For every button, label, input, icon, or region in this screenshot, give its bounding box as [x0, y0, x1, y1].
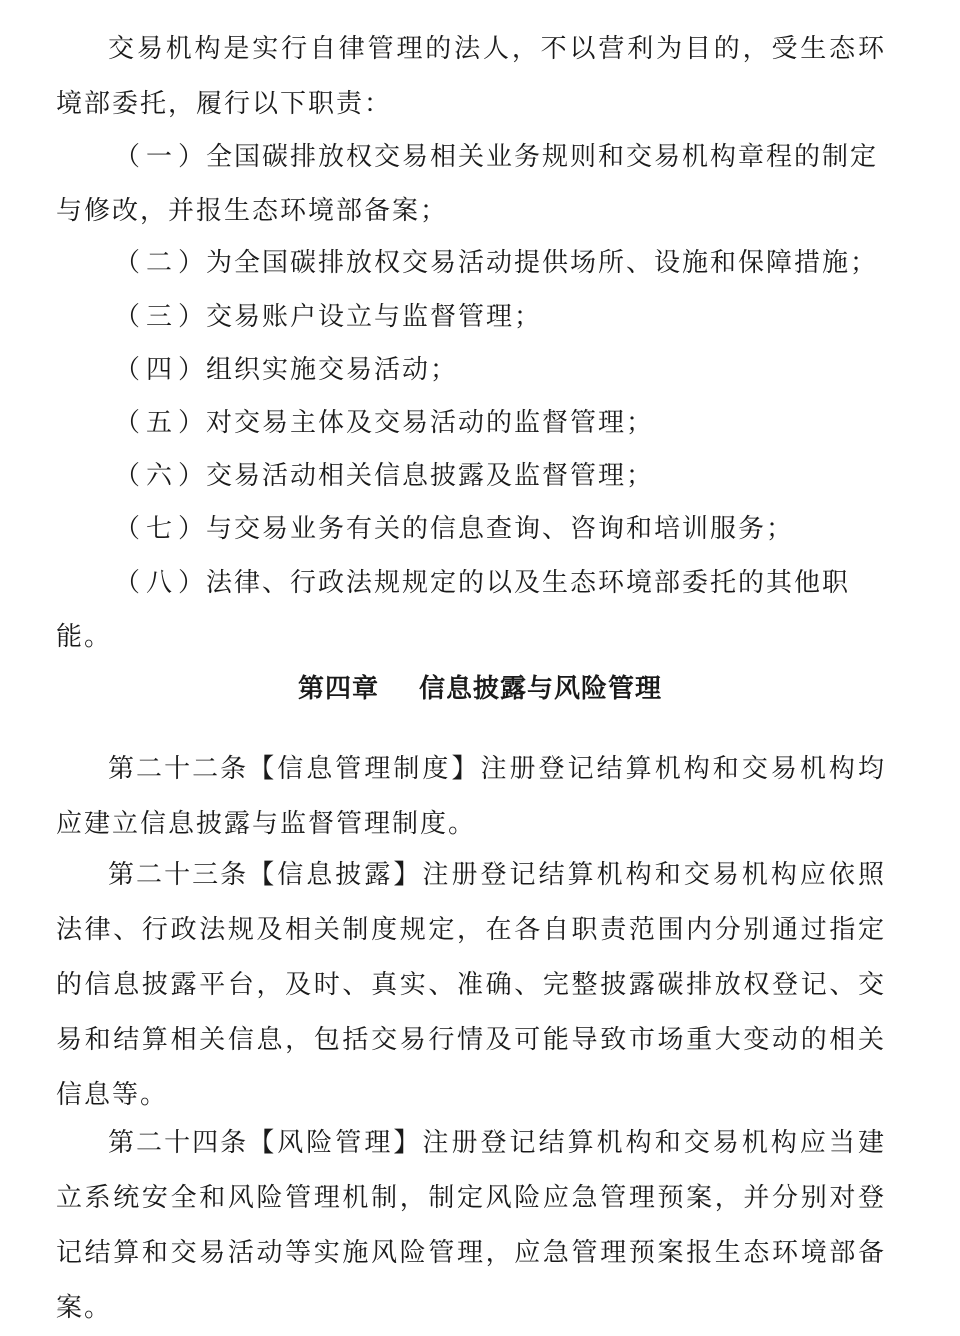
article-number: 第二十三条 [108, 860, 249, 890]
article-22 [56, 742, 886, 852]
article-title: 【风险管理】 [248, 1128, 423, 1158]
duty-item-4 [56, 343, 886, 397]
chapter-title: 信息披露与风险管理 [419, 674, 663, 704]
article-number: 第二十四条 [108, 1128, 249, 1158]
article-24 [56, 1116, 886, 1336]
duty-number: （四） [114, 355, 211, 385]
duty-text: 为全国碳排放权交易活动提供场所、设施和保障措施； [206, 248, 879, 278]
duty-text: 交易活动相关信息披露及监督管理； [206, 461, 655, 491]
article-23 [56, 848, 886, 1123]
article-title: 【信息管理制度】 [248, 754, 481, 784]
article-body: 注册登记结算机构和交易机构均应建立信息披露与监督管理制度。 [56, 754, 886, 839]
duty-item-3 [56, 290, 886, 344]
intro-paragraph: 交易机构是实行自律管理的法人，不以营利为目的，受生态环境部委托，履行以下职责： [56, 34, 886, 119]
duty-item-6 [56, 449, 886, 503]
duty-number: （六） [114, 461, 211, 491]
duty-text: 全国碳排放权交易相关业务规则和交易机构章程的制定与修改，并报生态环境部备案； [56, 142, 879, 226]
duty-text: 组织实施交易活动； [206, 355, 459, 385]
article-title: 【信息披露】 [248, 860, 423, 890]
duty-number: （二） [114, 248, 211, 278]
chapter-number: 第四章 [297, 674, 379, 704]
article-body: 注册登记结算机构和交易机构应当建立系统安全和风险管理机制，制定风险应急管理预案，并分别对登记结算和交易活动等实施风险管理，应急管理预案报生态环境部备案。 [56, 1128, 886, 1323]
duty-number: （五） [114, 408, 211, 438]
article-number: 第二十二条 [108, 754, 249, 784]
duty-number: （三） [114, 302, 211, 332]
chapter-heading [0, 664, 960, 714]
duty-item-7 [56, 502, 886, 556]
duty-item-1 [56, 130, 886, 238]
duty-text: 与交易业务有关的信息查询、咨询和培训服务； [206, 514, 795, 544]
duty-number: （七） [114, 514, 211, 544]
duty-text: 法律、行政法规规定的以及生态环境部委托的其他职能。 [56, 568, 851, 652]
duty-number: （八） [114, 568, 211, 598]
duty-text: 交易账户设立与监督管理； [206, 302, 543, 332]
article-body: 注册登记结算机构和交易机构应依照法律、行政法规及相关制度规定，在各自职责范围内分别通过指定的信息披露平台，及时、真实、准确、完整披露碳排放权登记、交易和结算相关信息，包括交易行情及可能导致市场重大变动的相关信息等。 [56, 860, 886, 1110]
duty-item-5 [56, 396, 886, 450]
duty-text: 对交易主体及交易活动的监督管理； [206, 408, 655, 438]
duty-item-2 [56, 236, 886, 290]
duty-item-8 [56, 556, 886, 664]
duty-number: （一） [114, 142, 211, 172]
